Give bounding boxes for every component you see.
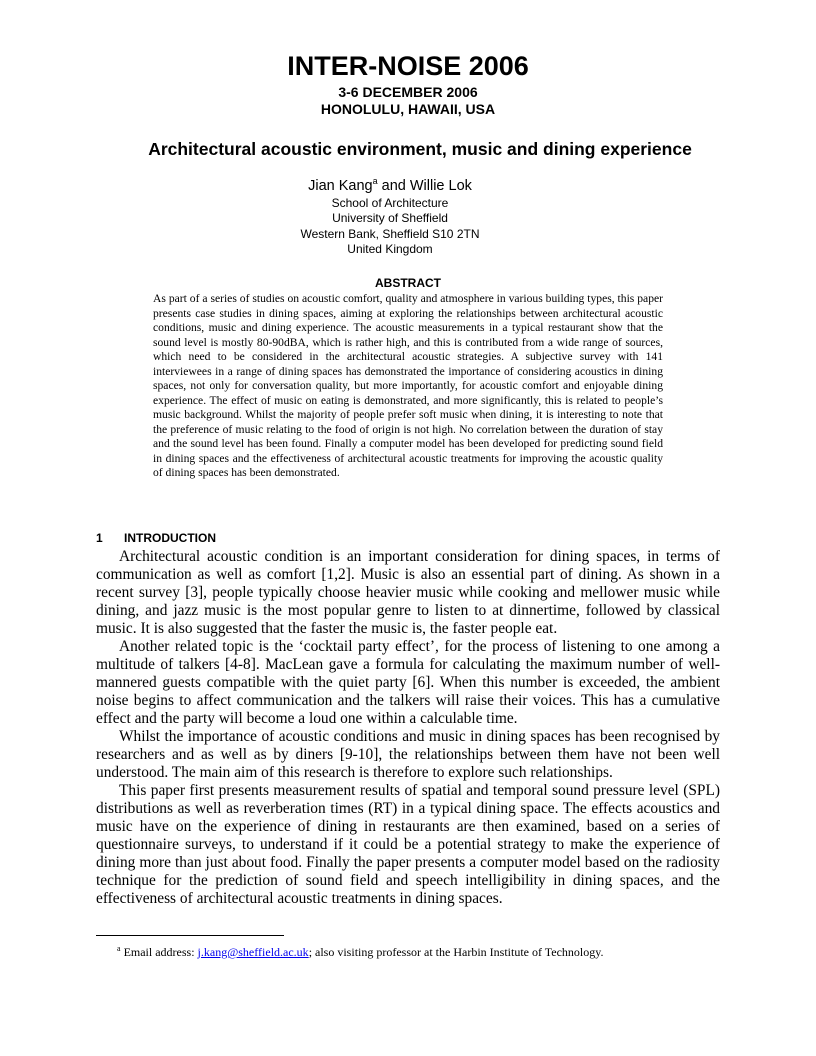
affiliation-line: University of Sheffield: [332, 211, 448, 225]
abstract-text: As part of a series of studies on acoustic comfort, quality and atmosphere in various building types, this paper presents case studies in dining spaces, aiming at exploring the relationships between architectural acoustic conditions, music and dining experience. The acoustic measurements in a typical restaurant show that the sound level is mostly 80-90dBA, which is rather high, and this is contributed from a wide range of sources, which need to be considered in the architectural acoustic strategies. A subjective survey with 141 interviewees in a range of dining spaces has demonstrated the importance of considering acoustics in dining spaces, not only for conversation quality, but more importantly, for acoustic comfort and enjoyable dining experience. The effect of music on eating is demonstrated, and more significantly, this is related to people’s music background. Whilst the majority of people prefer soft music when dining, it is interesting to note that the preference of music relating to the food of origin is not high. No correlation between the duration of stay and the sound level has been found. Finally a computer model has been developed for predicting sound field in dining spaces and the effectiveness of architectural acoustic treatments for improving the acoustic quality of dining spaces has been demonstrated.: [153, 292, 663, 479]
conference-dates: 3-6 DECEMBER 2006: [338, 84, 478, 100]
conference-title: INTER-NOISE 2006: [287, 51, 529, 81]
paper-title: Architectural acoustic environment, music and dining experience: [148, 139, 692, 159]
section-heading: [96, 531, 216, 546]
author-2: Willie Lok: [409, 178, 472, 194]
affiliation-line: United Kingdom: [347, 242, 433, 256]
affiliation-line: School of Architecture: [331, 196, 449, 210]
footnote-divider: [96, 935, 284, 936]
paragraph: Architectural acoustic condition is an important consideration for dining spaces, in terms of communication as well as comfort [1,2]. Music is also an essential part of dining. As shown in a recent survey [3], people typically choose heavier music while cooking and mellower music while dining, and jazz music is the most popular genre to listen to at dinnertime, followed by classical music. It is also suggested that the faster the music is, the faster people eat.: [96, 548, 720, 637]
affiliation-line: Western Bank, Sheffield S10 2TN: [300, 227, 480, 241]
author-line: [0, 177, 780, 195]
author-1-footnote-mark: a: [372, 176, 378, 186]
section-title: INTRODUCTION: [124, 531, 216, 545]
email-link[interactable]: j.kang@sheffield.ac.uk: [197, 945, 309, 959]
author-1: Jian Kang: [308, 178, 373, 194]
conference-location: HONOLULU, HAWAII, USA: [320, 101, 496, 117]
abstract-heading: ABSTRACT: [375, 276, 441, 290]
footnote: [117, 945, 603, 960]
footnote-suffix: ; also visiting professor at the Harbin Institute of Technology.: [308, 945, 604, 959]
introduction-body: [96, 548, 720, 908]
footnote-prefix: Email address:: [123, 945, 198, 959]
footnote-mark: a: [117, 944, 121, 953]
author-joiner: and: [377, 178, 410, 194]
paragraph: Another related topic is the ‘cocktail party effect’, for the process of listening to one among a multitude of talkers [4-8]. MacLean gave a formula for calculating the maximum number of well-mannered guests compatible with the quiet party [6]. When this number is exceeded, the ambient noise begins to affect communication and the talkers will raise their voices. This has a cumulative effect and the party will become a loud one within a calculable time.: [96, 638, 720, 727]
paragraph: Whilst the importance of acoustic conditions and music in dining spaces has been recognised by researchers and as well as by diners [9-10], the relationships between them have not been well understood. The main aim of this research is therefore to explore such relationships.: [96, 728, 720, 781]
section-number: 1: [96, 531, 103, 545]
paragraph: This paper first presents measurement results of spatial and temporal sound pressure level (SPL) distributions as well as reverberation times (RT) in a typical dining space. The effects acoustics and music have on the experience of dining in restaurants are then examined, based on a series of questionnaire surveys, to understand if it could be a potential strategy to make the experience of dining more than just about food. Finally the paper presents a computer model based on the radiosity technique for the prediction of sound field and speech intelligibility in dining spaces, and the effectiveness of architectural acoustic treatments in dining spaces.: [96, 782, 720, 907]
